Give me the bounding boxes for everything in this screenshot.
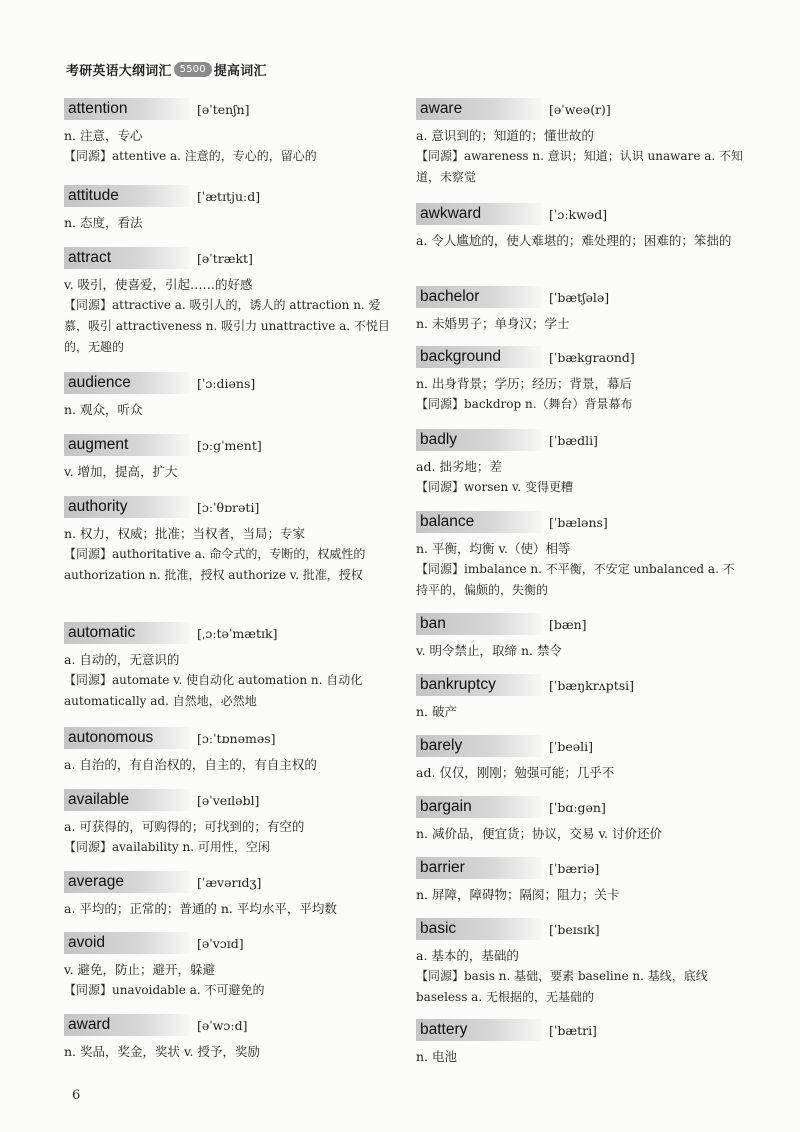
headword: awkward: [416, 203, 541, 225]
entry-attention: [64, 98, 394, 167]
phonetic: [ˈævərɪdʒ]: [197, 874, 262, 890]
headword: augment: [64, 434, 189, 456]
entry-bachelor: [416, 286, 746, 334]
definition: a. 自动的，无意识的: [64, 652, 180, 667]
entry-basic: [416, 918, 746, 1008]
cognates: 【同源】authoritative a. 命令式的，专断的，权威性的 authorization n. 批准，授权 authorize v. 批准，授权: [64, 547, 366, 582]
cognates: 【同源】automate v. 使自动化 automation n. 自动化 automatically ad. 自然地，必然地: [64, 673, 363, 708]
headword: badly: [416, 429, 541, 451]
definition: ad. 仅仅，刚刚；勉强可能；几乎不: [416, 765, 615, 780]
headword: battery: [416, 1019, 541, 1041]
entry-aware: [416, 98, 746, 188]
headword: aware: [416, 98, 541, 120]
definition: n. 观众，听众: [64, 402, 143, 417]
headword: attitude: [64, 185, 189, 207]
entry-background: [416, 346, 746, 415]
phonetic: [ˌɔːtəˈmætɪk]: [197, 625, 278, 641]
cognates: 【同源】attentive a. 注意的，专心的，留心的: [64, 149, 317, 163]
headword: automatic: [64, 622, 189, 644]
definition: n. 平衡，均衡 v.（使）相等: [416, 541, 571, 556]
phonetic: [əˈtrækt]: [197, 250, 253, 266]
entry-bargain: [416, 796, 746, 844]
cognates: 【同源】backdrop n.（舞台）背景幕布: [416, 397, 633, 411]
phonetic: [ˈætɪtjuːd]: [197, 188, 261, 204]
entry-barely: [416, 735, 746, 783]
definition: n. 减价品，便宜货；协议，交易 v. 讨价还价: [416, 826, 662, 841]
entry-audience: [64, 372, 394, 420]
headword: avoid: [64, 932, 189, 954]
headword: bankruptcy: [416, 674, 541, 696]
cognates: 【同源】worsen v. 变得更糟: [416, 480, 574, 494]
definition: a. 平均的；正常的；普通的 n. 平均水平，平均数: [64, 901, 337, 916]
definition: n. 电池: [416, 1049, 457, 1064]
definition: n. 注意，专心: [64, 128, 143, 143]
entry-avoid: [64, 932, 394, 1001]
phonetic: [ɔːˈθɒrəti]: [197, 499, 260, 515]
entry-attract: [64, 247, 394, 358]
phonetic: [ɔːˈtɒnəməs]: [197, 730, 276, 746]
page-number: 6: [72, 1088, 81, 1103]
phonetic: [ˈbæriə]: [549, 860, 600, 876]
phonetic: [əˈtenʃn]: [197, 101, 250, 117]
entry-battery: [416, 1019, 746, 1067]
phonetic: [ˈbæləns]: [549, 514, 608, 530]
headword: barrier: [416, 857, 541, 879]
entry-augment: [64, 434, 394, 482]
page-header: [66, 60, 267, 79]
headword: bargain: [416, 796, 541, 818]
header-badge: 5500: [174, 62, 212, 77]
phonetic: [ˈbɑːgən]: [549, 799, 606, 815]
headword: balance: [416, 511, 541, 533]
definition: n. 奖品，奖金，奖状 v. 授予，奖励: [64, 1044, 260, 1059]
definition: n. 权力，权威；批准；当权者，当局；专家: [64, 526, 305, 541]
phonetic: [ˈɔːkwəd]: [549, 206, 608, 222]
phonetic: [ˈbætri]: [549, 1022, 597, 1038]
definition: ad. 拙劣地；差: [416, 459, 502, 474]
phonetic: [əˈwɔːd]: [197, 1017, 248, 1033]
definition: a. 令人尴尬的，使人难堪的；难处理的；困难的；笨拙的: [416, 233, 732, 248]
definition: a. 可获得的，可购得的；可找到的；有空的: [64, 819, 305, 834]
entry-ban: [416, 613, 746, 661]
definition: a. 基本的，基础的: [416, 948, 519, 963]
headword: barely: [416, 735, 541, 757]
entry-average: [64, 871, 394, 919]
phonetic: [bæn]: [549, 616, 587, 632]
entry-available: [64, 789, 394, 858]
entry-bankruptcy: [416, 674, 746, 722]
phonetic: [ˈbæŋkrʌptsi]: [549, 677, 635, 693]
definition: v. 增加，提高，扩大: [64, 464, 178, 479]
cognates: 【同源】imbalance n. 不平衡，不安定 unbalanced a. 不持平的，偏颇的，失衡的: [416, 562, 735, 597]
phonetic: [ˈbætʃələ]: [549, 289, 610, 305]
headword: average: [64, 871, 189, 893]
headword: award: [64, 1014, 189, 1036]
phonetic: [ˈbeəli]: [549, 738, 593, 754]
definition: v. 明令禁止，取缔 n. 禁令: [416, 643, 562, 658]
header-title-prefix: 考研英语大纲词汇: [66, 64, 172, 79]
phonetic: [əˈveɪləbl]: [197, 792, 260, 808]
entry-automatic: [64, 622, 394, 712]
definition: n. 未婚男子；单身汉；学士: [416, 316, 570, 331]
headword: autonomous: [64, 727, 189, 749]
entry-attitude: [64, 185, 394, 233]
headword: background: [416, 346, 541, 368]
phonetic: [ˈbeɪsɪk]: [549, 921, 600, 937]
definition: a. 意识到的；知道的；懂世故的: [416, 128, 594, 143]
definition: n. 出身背景；学历；经历；背景，幕后: [416, 376, 632, 391]
headword: ban: [416, 613, 541, 635]
phonetic: [ɔːgˈment]: [197, 437, 262, 453]
header-title-suffix: 提高词汇: [213, 64, 267, 79]
headword: attract: [64, 247, 189, 269]
definition: n. 破产: [416, 704, 457, 719]
phonetic: [ˈbækgraʊnd]: [549, 349, 635, 365]
cognates: 【同源】availability n. 可用性，空闲: [64, 840, 270, 854]
headword: attention: [64, 98, 189, 120]
phonetic: [əˈvɔɪd]: [197, 935, 244, 951]
entry-barrier: [416, 857, 746, 905]
phonetic: [ˈɔːdiəns]: [197, 375, 256, 391]
entry-award: [64, 1014, 394, 1062]
entry-balance: [416, 511, 746, 601]
phonetic: [əˈweə(r)]: [549, 101, 611, 117]
definition: a. 自治的，有自治权的，自主的，有自主权的: [64, 757, 317, 772]
cognates: 【同源】unavoidable a. 不可避免的: [64, 983, 265, 997]
headword: authority: [64, 496, 189, 518]
headword: audience: [64, 372, 189, 394]
definition: n. 屏障，障碍物；隔阂；阻力；关卡: [416, 887, 620, 902]
cognates: 【同源】awareness n. 意识；知道；认识 unaware a. 不知道，未察觉: [416, 149, 744, 184]
definition: n. 态度，看法: [64, 215, 143, 230]
phonetic: [ˈbædli]: [549, 432, 598, 448]
cognates: 【同源】attractive a. 吸引人的，诱人的 attraction n. 爱慕，吸引 attractiveness n. 吸引力 unattractive a. 不悦目的，无趣的: [64, 298, 390, 354]
entry-awkward: [416, 203, 746, 251]
definition: v. 吸引，使喜爱，引起……的好感: [64, 277, 253, 292]
definition: v. 避免，防止；避开，躲避: [64, 962, 216, 977]
entry-authority: [64, 496, 394, 586]
headword: basic: [416, 918, 541, 940]
cognates: 【同源】basis n. 基础，要素 baseline n. 基线，底线 baseless a. 无根据的，无基础的: [416, 969, 708, 1004]
headword: available: [64, 789, 189, 811]
entry-badly: [416, 429, 746, 498]
headword: bachelor: [416, 286, 541, 308]
entry-autonomous: [64, 727, 394, 775]
